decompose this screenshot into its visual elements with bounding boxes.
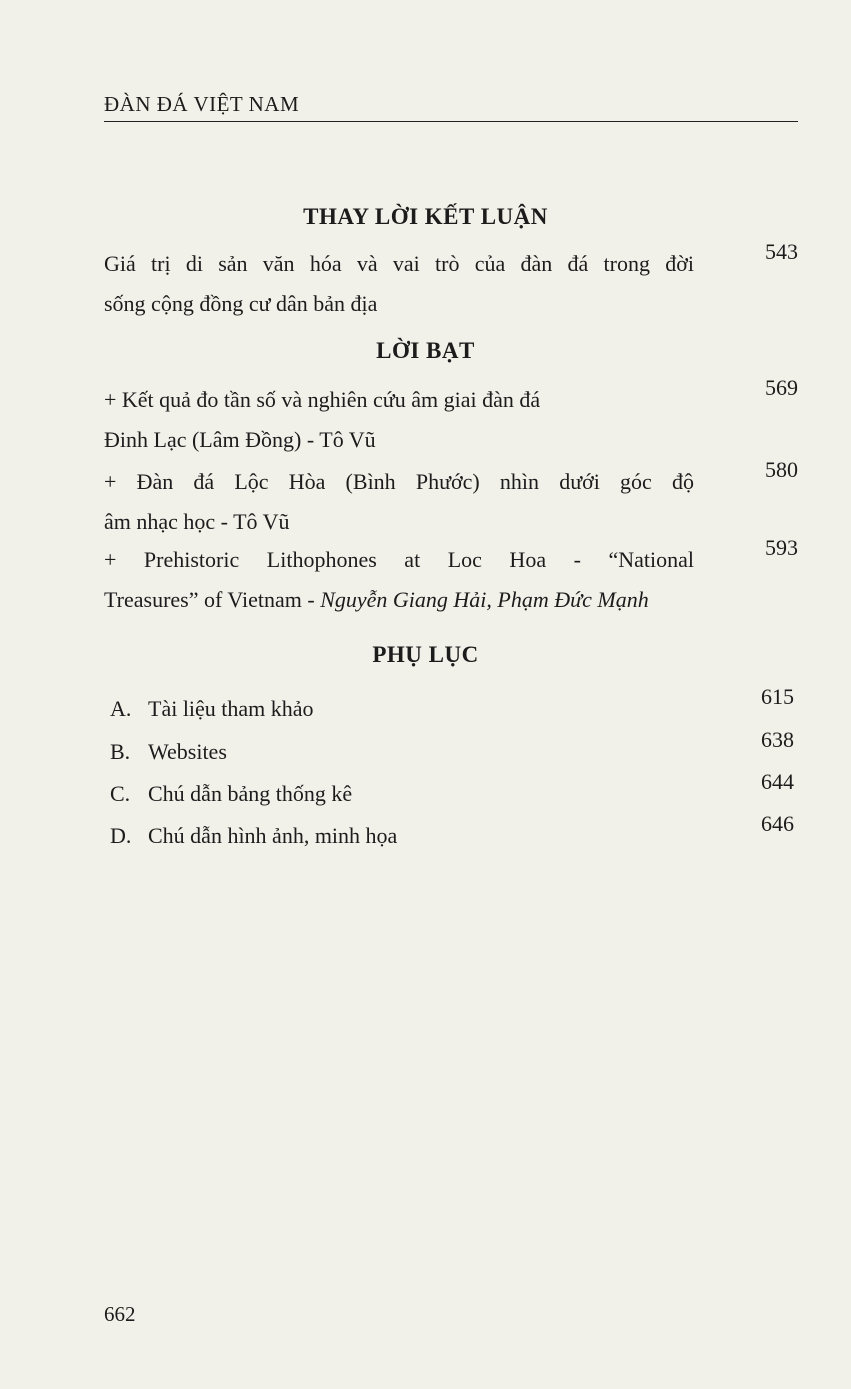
entry-page-number: 543 — [765, 239, 798, 264]
entry-text-line2: Đinh Lạc (Lâm Đồng) - Tô Vũ — [104, 427, 376, 452]
entry-page-number: 615 — [761, 684, 794, 709]
entry-text-line1: + Đàn đá Lộc Hòa (Bình Phước) nhìn dưới góc độ — [104, 469, 694, 494]
toc-entry-appendix-b — [110, 727, 794, 767]
entry-text-line1: Giá trị di sản văn hóa và vai trò của đàn đá trong đời — [104, 251, 694, 276]
entry-page-number: 646 — [761, 811, 794, 836]
toc-entry-appendix-a — [110, 684, 794, 724]
entry-label: Websites — [148, 739, 227, 764]
section-title-appendix: PHỤ LỤC — [372, 642, 479, 667]
toc-entry-afterword-1 — [104, 375, 798, 460]
entry-text-line2: sống cộng đồng cư dân bản địa — [104, 291, 378, 316]
entry-text-authors: Nguyễn Giang Hải, Phạm Đức Mạnh — [320, 587, 649, 612]
toc-entry-appendix-c — [110, 769, 794, 809]
entry-page-number: 644 — [761, 769, 794, 794]
entry-text-plain: Treasures” of Vietnam - — [104, 587, 321, 612]
header-rule — [104, 121, 798, 122]
entry-label: Tài liệu tham khảo — [148, 696, 314, 721]
entry-letter: B. — [110, 739, 131, 764]
entry-page-number: 580 — [765, 457, 798, 482]
toc-entry-appendix-d — [110, 811, 794, 851]
entry-letter: C. — [110, 781, 131, 806]
running-head: ĐÀN ĐÁ VIỆT NAM — [104, 92, 300, 116]
entry-letter: D. — [110, 823, 132, 848]
entry-label: Chú dẫn bảng thống kê — [148, 781, 353, 806]
toc-entry-conclusion — [104, 239, 798, 324]
entry-label: Chú dẫn hình ảnh, minh họa — [148, 823, 398, 848]
section-title-afterword: LỜI BẠT — [376, 338, 475, 363]
section-title-conclusion: THAY LỜI KẾT LUẬN — [303, 204, 548, 229]
entry-text-line1: + Prehistoric Lithophones at Loc Hoa - “National — [104, 547, 694, 572]
toc-entry-afterword-2 — [104, 457, 798, 542]
entry-page-number: 593 — [765, 535, 798, 560]
entry-page-number: 638 — [761, 727, 794, 752]
entry-text-line2: âm nhạc học - Tô Vũ — [104, 509, 290, 534]
entry-letter: A. — [110, 696, 132, 721]
toc-entry-afterword-3 — [104, 535, 798, 620]
entry-text-line1: + Kết quả đo tần số và nghiên cứu âm giai đàn đá — [104, 387, 541, 412]
entry-page-number: 569 — [765, 375, 798, 400]
entry-text-line2 — [104, 580, 694, 620]
page-number-folio: 662 — [104, 1302, 136, 1326]
